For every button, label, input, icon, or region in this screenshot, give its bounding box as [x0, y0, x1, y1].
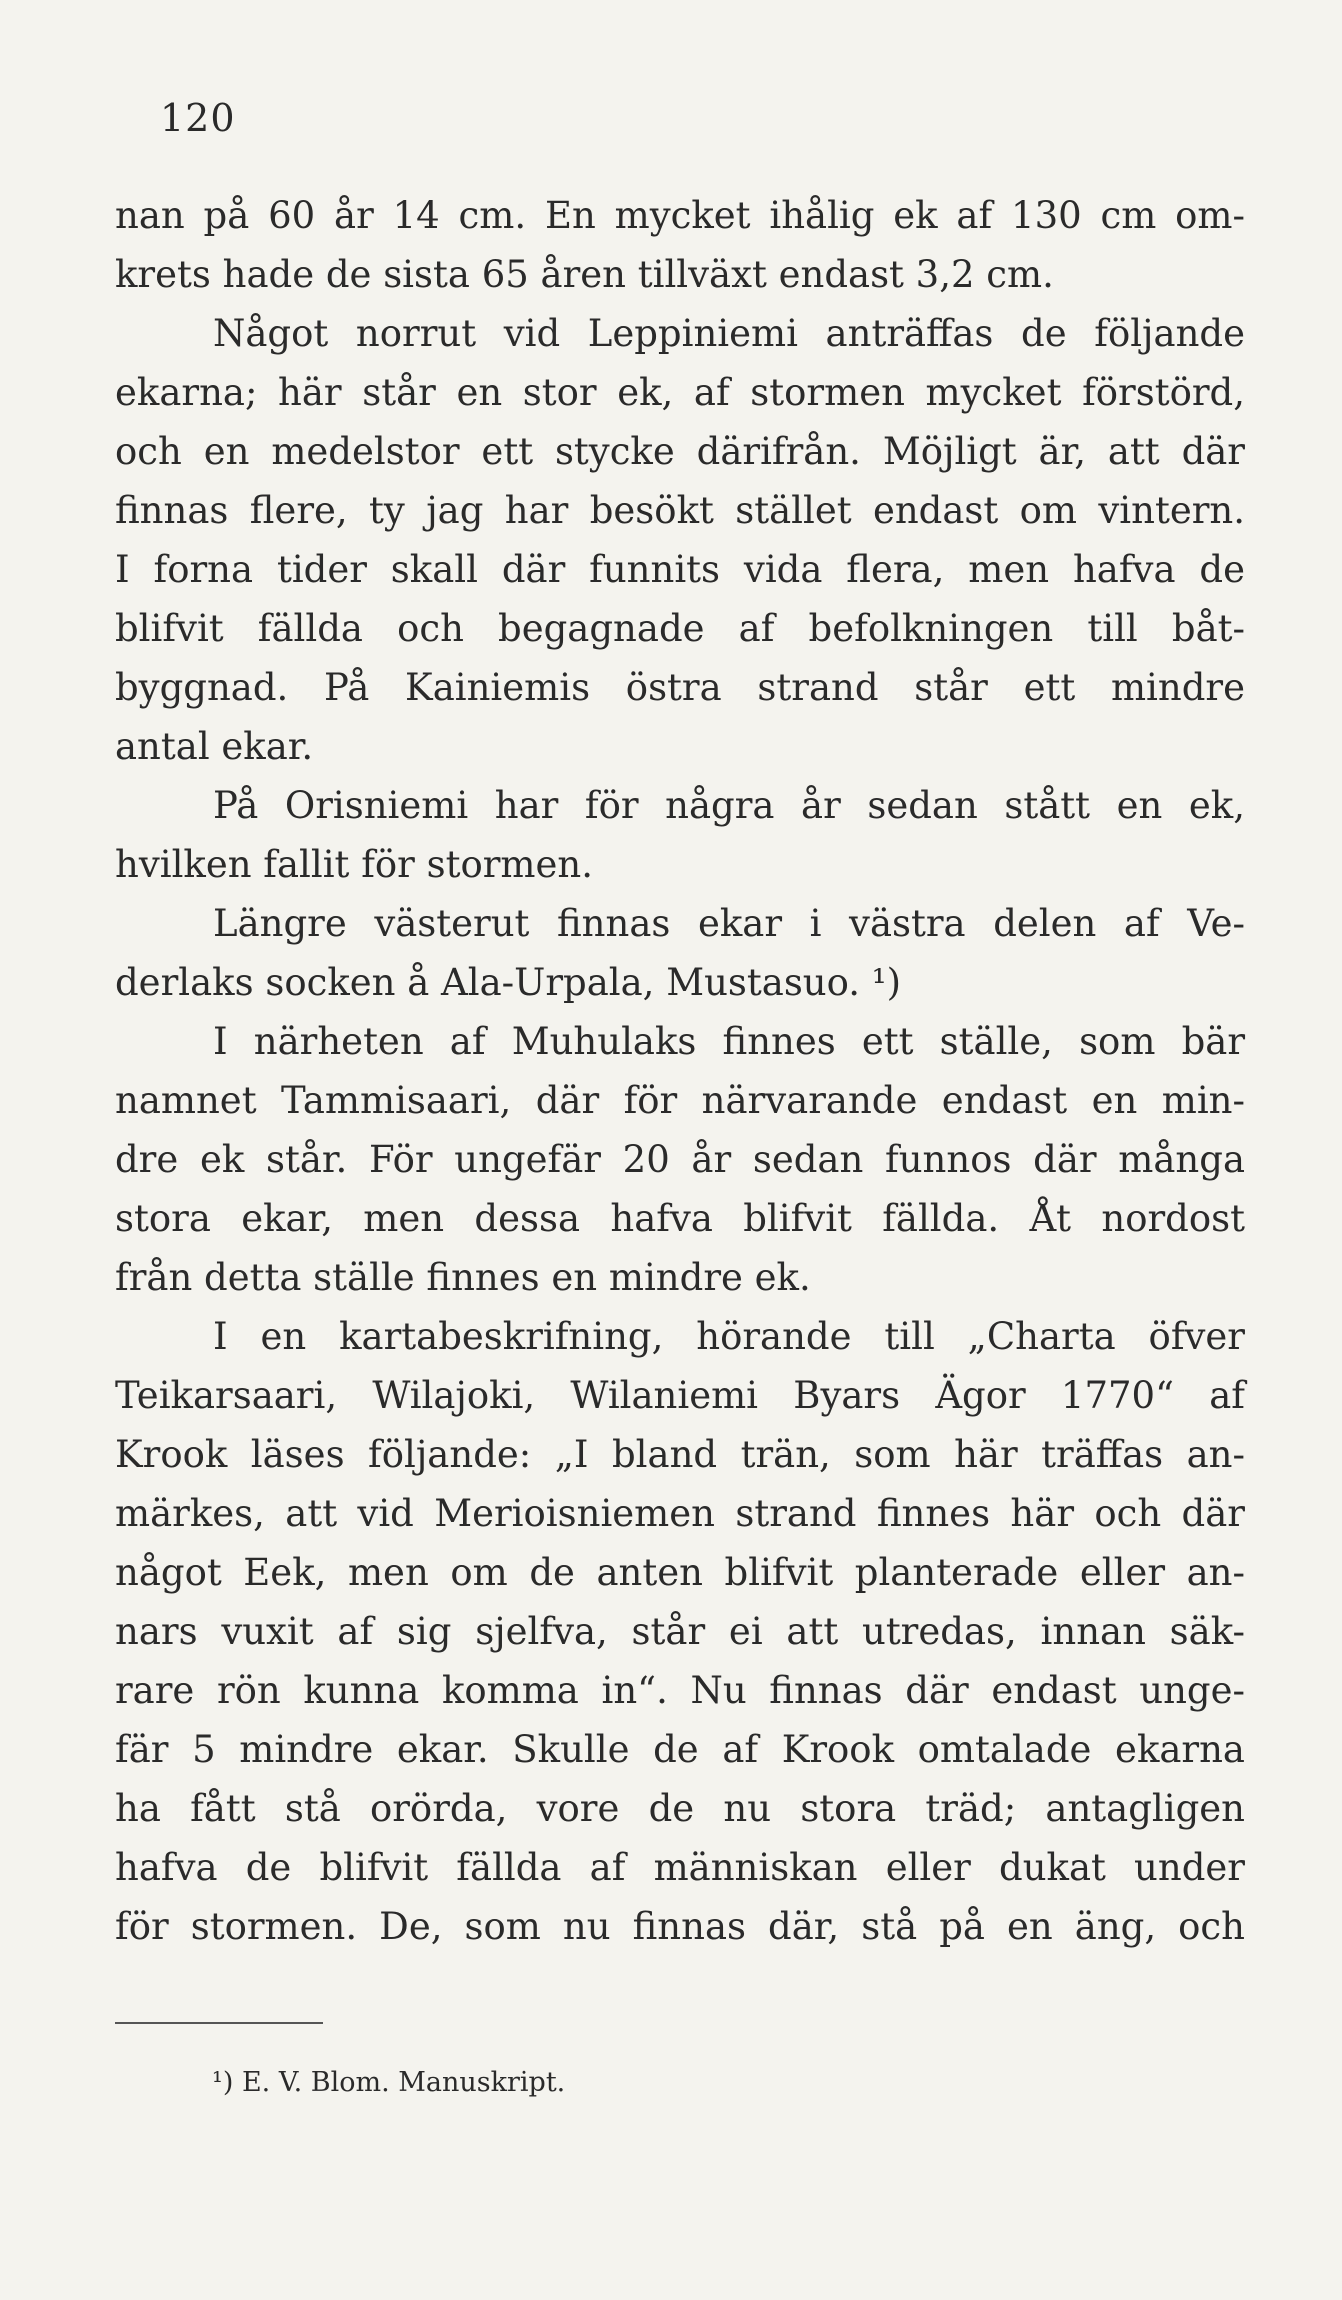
text-line: ha fått stå orörda, vore de nu stora träd; antagligen: [115, 1787, 1245, 1830]
text-line: rare rön kunna komma in“. Nu finnas där endast unge-: [115, 1669, 1245, 1712]
text-line: I forna tider skall där funnits vida flera, men hafva de: [115, 548, 1245, 591]
text-line: antal ekar.: [115, 725, 314, 768]
text-line: från detta ställe finnes en mindre ek.: [115, 1256, 811, 1299]
footnote: ¹) E. V. Blom. Manuskript.: [212, 2067, 566, 2098]
text-line: och en medelstor ett stycke därifrån. Möjligt är, att där: [115, 430, 1245, 473]
text-line: för stormen. De, som nu finnas där, stå på en äng, och: [115, 1905, 1245, 1948]
text-line: byggnad. På Kainiemis östra strand står ett mindre: [115, 666, 1245, 709]
text-line: ekarna; här står en stor ek, af stormen mycket förstörd,: [115, 371, 1245, 414]
text-line: nan på 60 år 14 cm. En mycket ihålig ek af 130 cm om-: [115, 194, 1245, 237]
text-line: derlaks socken å Ala-Urpala, Mustasuo. ¹): [115, 961, 902, 1004]
footnote-rule: [115, 2022, 323, 2024]
text-line: något Eek, men om de anten blifvit planterade eller an-: [115, 1551, 1245, 1594]
text-line: krets hade de sista 65 åren tillväxt endast 3,2 cm.: [115, 253, 1054, 296]
text-line: finnas flere, ty jag har besökt stället endast om vintern.: [115, 489, 1245, 532]
text-line: Längre västerut finnas ekar i västra delen af Ve-: [213, 902, 1245, 945]
body-text: [115, 186, 1245, 1956]
text-line: nars vuxit af sig sjelfva, står ei att utredas, innan säk-: [115, 1610, 1245, 1653]
text-line: dre ek står. För ungefär 20 år sedan funnos där många: [115, 1138, 1245, 1181]
text-line: I närheten af Muhulaks finnes ett ställe, som bär: [213, 1020, 1245, 1063]
text-line: Krook läses följande: „I bland trän, som här träffas an-: [115, 1433, 1245, 1476]
text-line: Teikarsaari, Wilajoki, Wilaniemi Byars Ägor 1770“ af: [115, 1374, 1245, 1417]
text-line: fär 5 mindre ekar. Skulle de af Krook omtalade ekarna: [115, 1728, 1245, 1771]
page-number: 120: [160, 96, 236, 140]
text-line: hvilken fallit för stormen.: [115, 843, 594, 886]
text-line: märkes, att vid Merioisniemen strand finnes här och där: [115, 1492, 1245, 1535]
text-line: På Orisniemi har för några år sedan stått en ek,: [213, 784, 1245, 827]
text-line: I en kartabeskrifning, hörande till „Charta öfver: [213, 1315, 1245, 1358]
text-line: stora ekar, men dessa hafva blifvit fällda. Åt nordost: [115, 1197, 1245, 1240]
text-line: namnet Tammisaari, där för närvarande endast en min-: [115, 1079, 1245, 1122]
text-line: hafva de blifvit fällda af människan eller dukat under: [115, 1846, 1245, 1889]
text-line: Något norrut vid Leppiniemi anträffas de följande: [213, 312, 1245, 355]
text-line: blifvit fällda och begagnade af befolkningen till båt-: [115, 607, 1245, 650]
